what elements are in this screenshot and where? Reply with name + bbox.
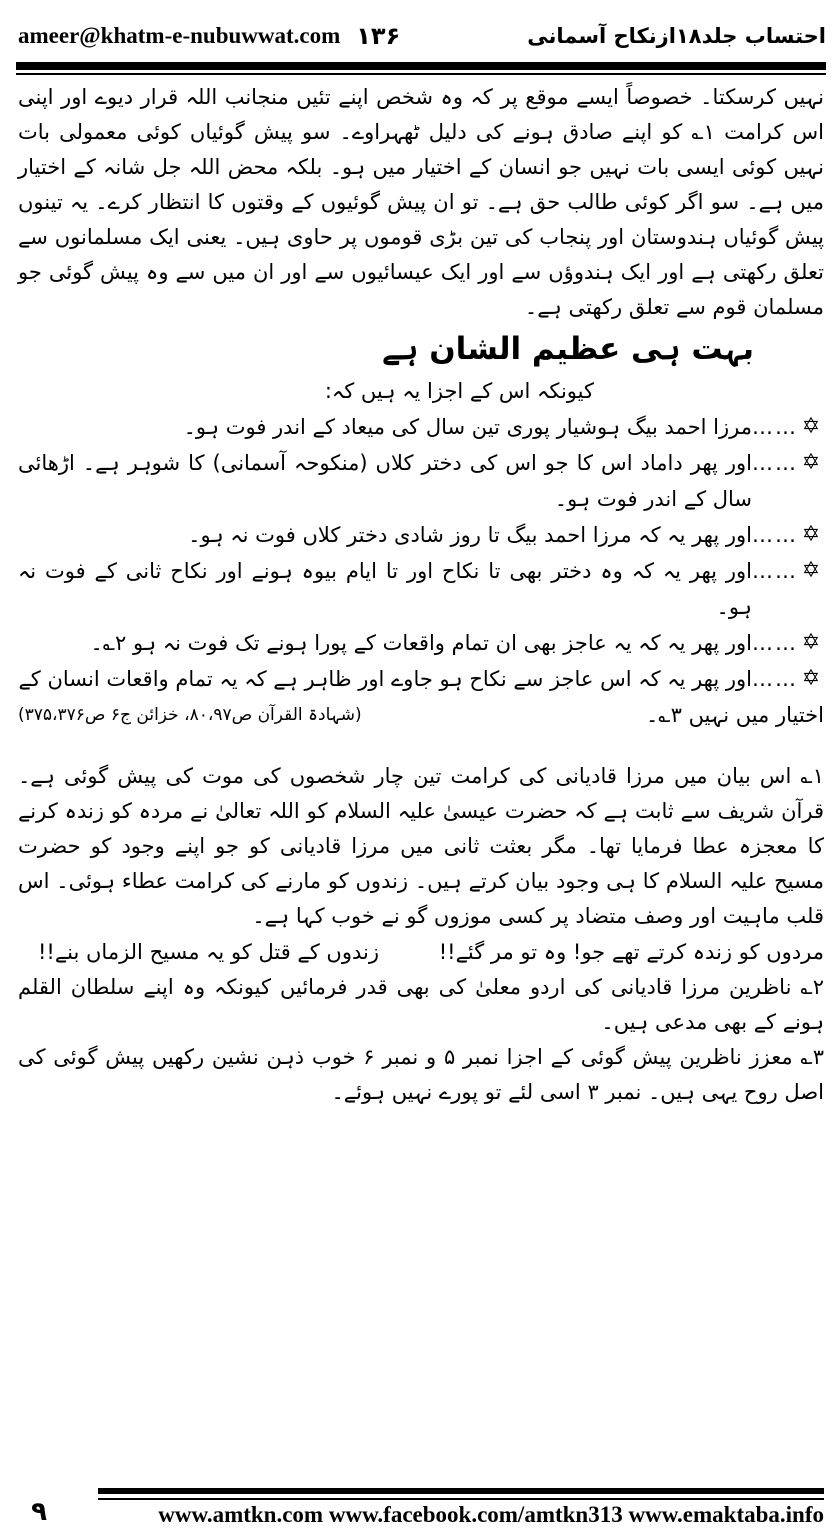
- list-item-text: اور پھر یہ کہ وہ دختر بھی تا نکاح اور تا ایام بیوہ ہونے اور نکاح ثانی کے فوت نہ ہو۔: [18, 559, 752, 619]
- list-item: [18, 661, 824, 697]
- star-ornament-icon: ✡: [801, 450, 821, 475]
- item-dots: ……: [752, 631, 798, 655]
- footnote-2: ۲؎ ناظرین مرزا قادیانی کی اردو معلیٰ کی بھی قدر فرمائیں کیونکہ وہ اپنے سلطان القلم ہونے کے بھی مدعی ہیں۔: [18, 975, 824, 1034]
- list-continuation: اختیار میں نہیں ۳؎۔: [646, 703, 824, 727]
- header-page-number: ۱۳۶: [356, 22, 401, 50]
- header-title: احتساب جلد۱۸ازنکاح آسمانی: [527, 24, 826, 48]
- footnote-1: ۱؎ اس بیان میں مرزا قادیانی کی کرامت تین چار شخصوں کی موت کی پیش گوئی ہے۔ قرآن شریف سے ثابت ہے کہ حضرت عیسیٰ علیہ السلام کو اللہ تعالیٰ نے مردہ کو زندہ کرنے کا معجزہ عطا فرمایا تھا۔ مگر بعثت ثانی میں مرزا قادیانی کو جو اپنے وجود کو حضرت مسیح علیہ السلام کا ہی وجود بیان کرتے ہیں۔ زندوں کو مارنے کی کرامت عطاء ہوئی۔ اس قلب ماہیت اور وصف متضاد پر کسی موزوں گو نے خوب کہا ہے۔: [18, 764, 824, 928]
- star-ornament-icon: ✡: [801, 522, 821, 547]
- page-footer: [0, 1488, 840, 1540]
- body-paragraph: نہیں کرسکتا۔ خصوصاً ایسے موقع پر کہ وہ شخص اپنے تئیں منجانب اللہ قرار دیوے اور اپنی اس کرامت ۱؎ کو اپنے صادق ہونے کی دلیل ٹھہراوے۔ سو پیش گوئیاں کوئی معمولی بات نہیں کوئی ایسی بات نہیں جو انسان کے اختیار میں ہو۔ بلکہ محض اللہ جل شانہ کے اختیار میں ہے۔ سو اگر کوئی طالب حق ہے۔ تو ان پیش گوئیوں کے وقتوں کا انتظار کرے۔ یہ تینوں پیش گوئیاں ہندوستان اور پنجاب کی تین بڑی قوموں پر حاوی ہیں۔ یعنی ایک مسلمانوں سے تعلق رکھتی ہے اور ایک ہندوؤں سے اور ایک عیسائیوں سے اور ان میں سے وہ پیش گوئی جو مسلمان قوم سے تعلق رکھتی ہے۔: [18, 85, 824, 319]
- list-item-text: اور پھر یہ کہ مرزا احمد بیگ تا روز شادی دختر کلاں فوت نہ ہو۔: [188, 523, 752, 547]
- item-dots: ……: [752, 415, 798, 439]
- star-ornament-icon: ✡: [801, 666, 821, 691]
- list-item-text: مرزا احمد بیگ ہوشیار پوری تین سال کی میعاد کے اندر فوت ہو۔: [183, 415, 752, 439]
- footer-rule-thick: [98, 1488, 824, 1494]
- header-email[interactable]: ameer@khatm-e-nubuwwat.com: [18, 23, 341, 48]
- list-item: [18, 625, 824, 661]
- item-dots: ……: [752, 451, 798, 475]
- reference-row: [18, 697, 824, 733]
- citation-reference: (شہادۃ القرآن ص۸۰،۹۷، خزائن ج۶ ص۳۷۵،۳۷۶): [18, 705, 362, 725]
- footer-rule-thin: [98, 1498, 824, 1500]
- footer-page-index: ۹: [0, 1488, 78, 1536]
- footer-urls[interactable]: www.amtkn.com www.facebook.com/amtkn313 www.emaktaba.info: [158, 1502, 824, 1527]
- list-intro: کیونکہ اس کے اجزا یہ ہیں کہ:: [324, 379, 594, 403]
- item-dots: ……: [752, 523, 798, 547]
- list-item-text: اور پھر یہ کہ یہ عاجز بھی ان تمام واقعات کے پورا ہونے تک فوت نہ ہو ۲؎۔: [90, 631, 752, 655]
- item-dots: ……: [752, 559, 798, 583]
- item-dots: ……: [752, 667, 798, 691]
- verse-first-half: مردوں کو زندہ کرتے تھے جو! وہ تو مر گئے!!: [438, 940, 824, 964]
- header-left: [18, 22, 400, 50]
- list-item-text: اور پھر داماد اس کا جو اس کی دختر کلاں (منکوحہ آسمانی) کا شوہر ہے۔ اڑھائی سال کے اندر فوت ہو۔: [18, 451, 752, 511]
- page-body: [18, 80, 824, 1110]
- poetry-verse: [18, 934, 824, 970]
- list-item-text: اور پھر یہ کہ اس عاجز سے نکاح ہو جاوے اور ظاہر ہے کہ یہ تمام واقعات انسان کے: [18, 667, 752, 691]
- star-ornament-icon: ✡: [801, 630, 821, 655]
- star-ornament-icon: ✡: [801, 558, 821, 583]
- list-item: [18, 553, 824, 625]
- list-item: [18, 409, 824, 445]
- star-ornament-icon: ✡: [801, 414, 821, 439]
- section-heading: بہت ہی عظیم الشان ہے: [382, 331, 754, 367]
- header-rule-thin: [16, 73, 826, 75]
- section-divider: [18, 733, 824, 759]
- list-item: [18, 517, 824, 553]
- footnote-3: ۳؎ معزز ناظرین پیش گوئی کے اجزا نمبر ۵ و نمبر ۶ خوب ذہن نشین رکھیں پیش گوئی کی اصل روح یہی ہیں۔ نمبر ۳ اسی لئے تو پورے نہیں ہوئے۔: [18, 1045, 825, 1104]
- page-header: [18, 18, 826, 54]
- list-item: [18, 445, 824, 517]
- verse-second-half: زندوں کے قتل کو یہ مسیح الزماں بنے!!: [38, 940, 379, 964]
- header-rule-thick: [16, 62, 826, 70]
